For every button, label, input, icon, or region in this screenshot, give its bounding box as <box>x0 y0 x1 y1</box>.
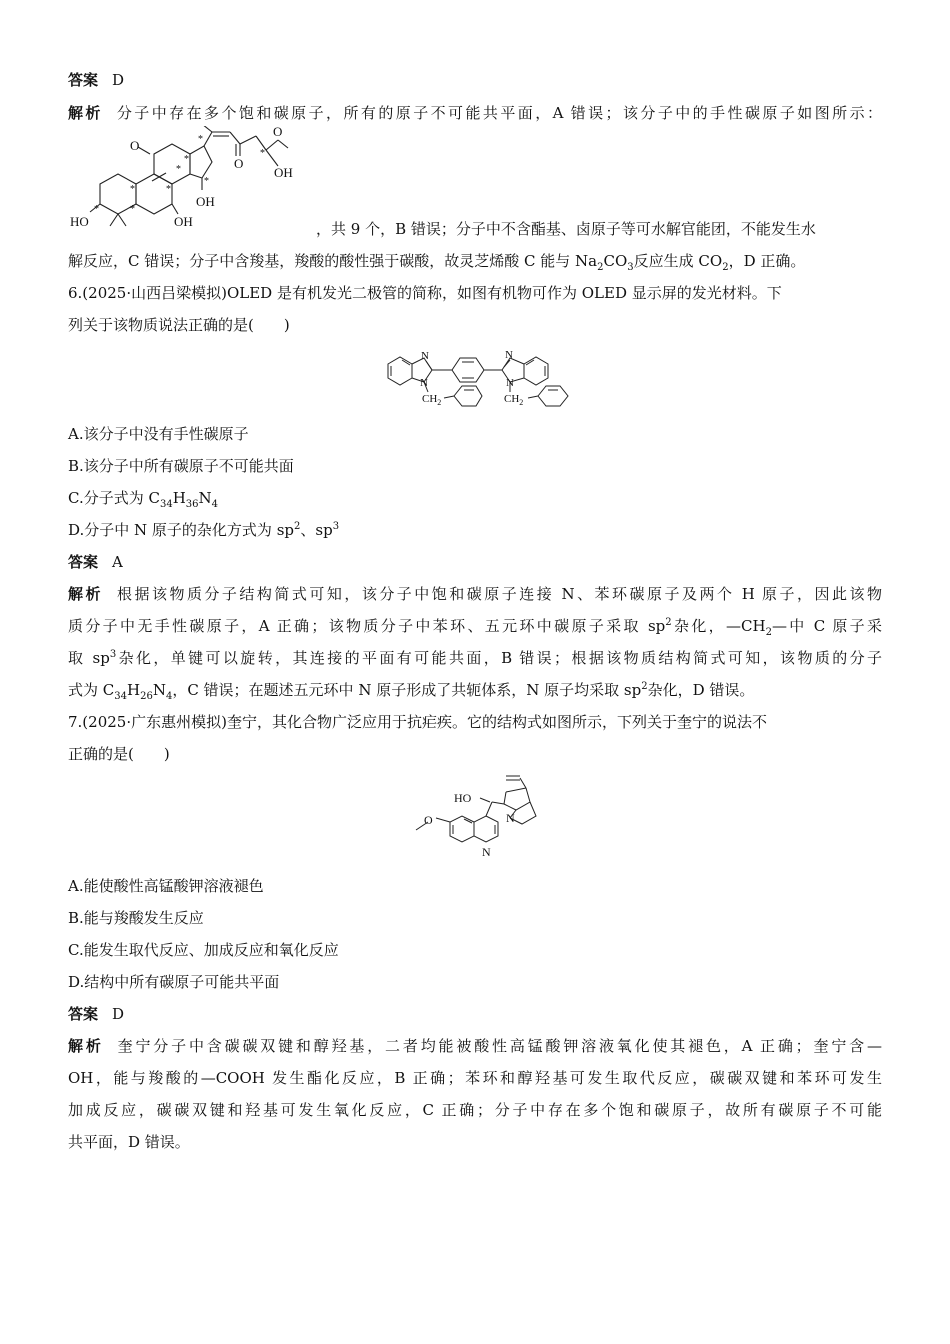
nitrogen-label: N <box>505 349 513 361</box>
q7-option-d: D.结构中所有碳原子可能共平面 <box>68 973 280 991</box>
q5-analysis-line2: ，共 9 个，B 错误；分子中不含酯基、卤原子等可水解官能团，不能发生水 <box>316 220 816 238</box>
q6-option-a: A.该分子中没有手性碳原子 <box>68 425 249 443</box>
hydroxyl-label: OH <box>196 194 215 209</box>
q7-analysis-line2: OH，能与羧酸的—COOH 发生酯化反应，B 正确；苯环和醇羟基可发生取代反应，碳碳双键和苯环可发生 <box>68 1069 882 1087</box>
q6-answer-line: 答案 A <box>68 553 123 571</box>
chiral-star: * <box>166 184 171 195</box>
q6-stem-line2: 列关于该物质说法正确的是( ) <box>68 316 290 334</box>
hydroxyl-label: OH <box>174 214 193 229</box>
q6-option-b: B.该分子中所有碳原子不可能共面 <box>68 457 294 475</box>
q5-chiral-carbon-structure <box>66 126 312 236</box>
q6-analysis-line4: 式为 $C_{34}H_{26}N_4$，C 错误；在题述五元环中 N 原子形成了共轭体系，N 原子均采取 $sp^2$杂化，D 错误。 <box>68 681 755 702</box>
q6-analysis-line2: 质分子中无手性碳原子，A 正确；该物质分子中苯环、五元环中碳原子采取 $sp^2$杂化，$—CH_2—$中 C 原子采 <box>68 617 883 638</box>
q7-analysis-line3: 加成反应，碳碳双键和羟基可发生氧化反应，C 正确；分子中存在多个饱和碳原子，故所有碳原子不可能 <box>68 1101 882 1119</box>
q6-analysis-line3: 取 $sp^3$杂化，单键可以旋转，其连接的平面有可能共面，B 错误；根据该物质结构简式可知，该物质的分子 <box>68 649 882 667</box>
ch2-right-label: $CH_2$ <box>504 393 524 407</box>
q6-answer-value: A <box>112 553 123 571</box>
oxygen-label: O <box>273 126 283 139</box>
oxygen-label: O <box>424 813 433 827</box>
q7-option-b: B.能与羧酸发生反应 <box>68 909 204 927</box>
analysis-label: 解析 <box>68 104 103 122</box>
q7-option-a: A.能使酸性高锰酸钾溶液褪色 <box>68 877 264 895</box>
chiral-star: * <box>198 134 203 145</box>
q7-quinine-structure <box>406 772 556 866</box>
chiral-star: * <box>260 148 265 159</box>
q7-analysis-line4: 共平面，D 错误。 <box>68 1133 190 1151</box>
ch2-left-label: $CH_2$ <box>422 393 442 407</box>
q6-analysis-line1: 解析 根据该物质分子结构简式可知，该分子中饱和碳原子连接 N、苯环碳原子及两个 H 原子，因此该物 <box>68 585 882 603</box>
q5-answer-line <box>68 70 124 90</box>
hydroxyl-label: HO <box>454 791 472 805</box>
q5-answer-value: D <box>112 71 125 89</box>
nitrogen-label: N <box>506 377 514 389</box>
oxygen-label: O <box>234 156 244 171</box>
oxygen-label: O <box>130 138 140 153</box>
q6-oled-structure <box>382 340 574 414</box>
q6-option-c: C.分子式为 $C_{34}H_{36}N_4$ <box>68 489 219 510</box>
answer-label: 答案 <box>68 71 99 89</box>
chiral-star: * <box>130 204 135 215</box>
chiral-star: * <box>176 164 181 175</box>
nitrogen-label: N <box>506 811 515 825</box>
chiral-star: * <box>130 184 135 195</box>
q6-option-d: D.分子中 N 原子的杂化方式为 $sp^2$、$sp^3$ <box>68 521 340 539</box>
nitrogen-label: N <box>482 845 491 859</box>
q7-analysis-line1: 解析 奎宁分子中含碳碳双键和醇羟基，二者均能被酸性高锰酸钾溶液氧化使其褪色，A 正确；奎宁含— <box>68 1037 882 1055</box>
hydroxyl-label: HO <box>70 214 89 229</box>
chiral-star: * <box>94 204 99 215</box>
q7-stem-line2: 正确的是( ) <box>68 745 170 763</box>
nitrogen-label: N <box>420 377 428 389</box>
chiral-star: * <box>204 176 209 187</box>
q7-answer-line: 答案 D <box>68 1005 125 1023</box>
q6-stem-line1: 6.(2025·山西吕梁模拟)OLED 是有机发光二极管的简称，如图有机物可作为 OLED 显示屏的发光材料。下 <box>68 284 782 302</box>
nitrogen-label: N <box>421 350 429 362</box>
q7-option-c: C.能发生取代反应、加成反应和氧化反应 <box>68 941 339 959</box>
q5-analysis-line3: 解反应，C 错误；分子中含羧基，羧酸的酸性强于碳酸，故灵芝烯酸 C 能与 $Na_2CO_3$反应生成 $CO_2$，D 正确。 <box>68 252 806 273</box>
q7-stem-line1: 7.(2025·广东惠州模拟)奎宁，其化合物广泛应用于抗疟疾。它的结构式如图所示，下列关于奎宁的说法不 <box>68 713 767 731</box>
q7-answer-value: D <box>112 1005 125 1023</box>
chiral-star: * <box>184 154 189 165</box>
hydroxyl-label: OH <box>274 165 293 180</box>
q5-analysis-line1: 解析 分子中存在多个饱和碳原子，所有的原子不可能共平面，A 错误；该分子中的手性碳原子如图所示： <box>68 104 882 122</box>
